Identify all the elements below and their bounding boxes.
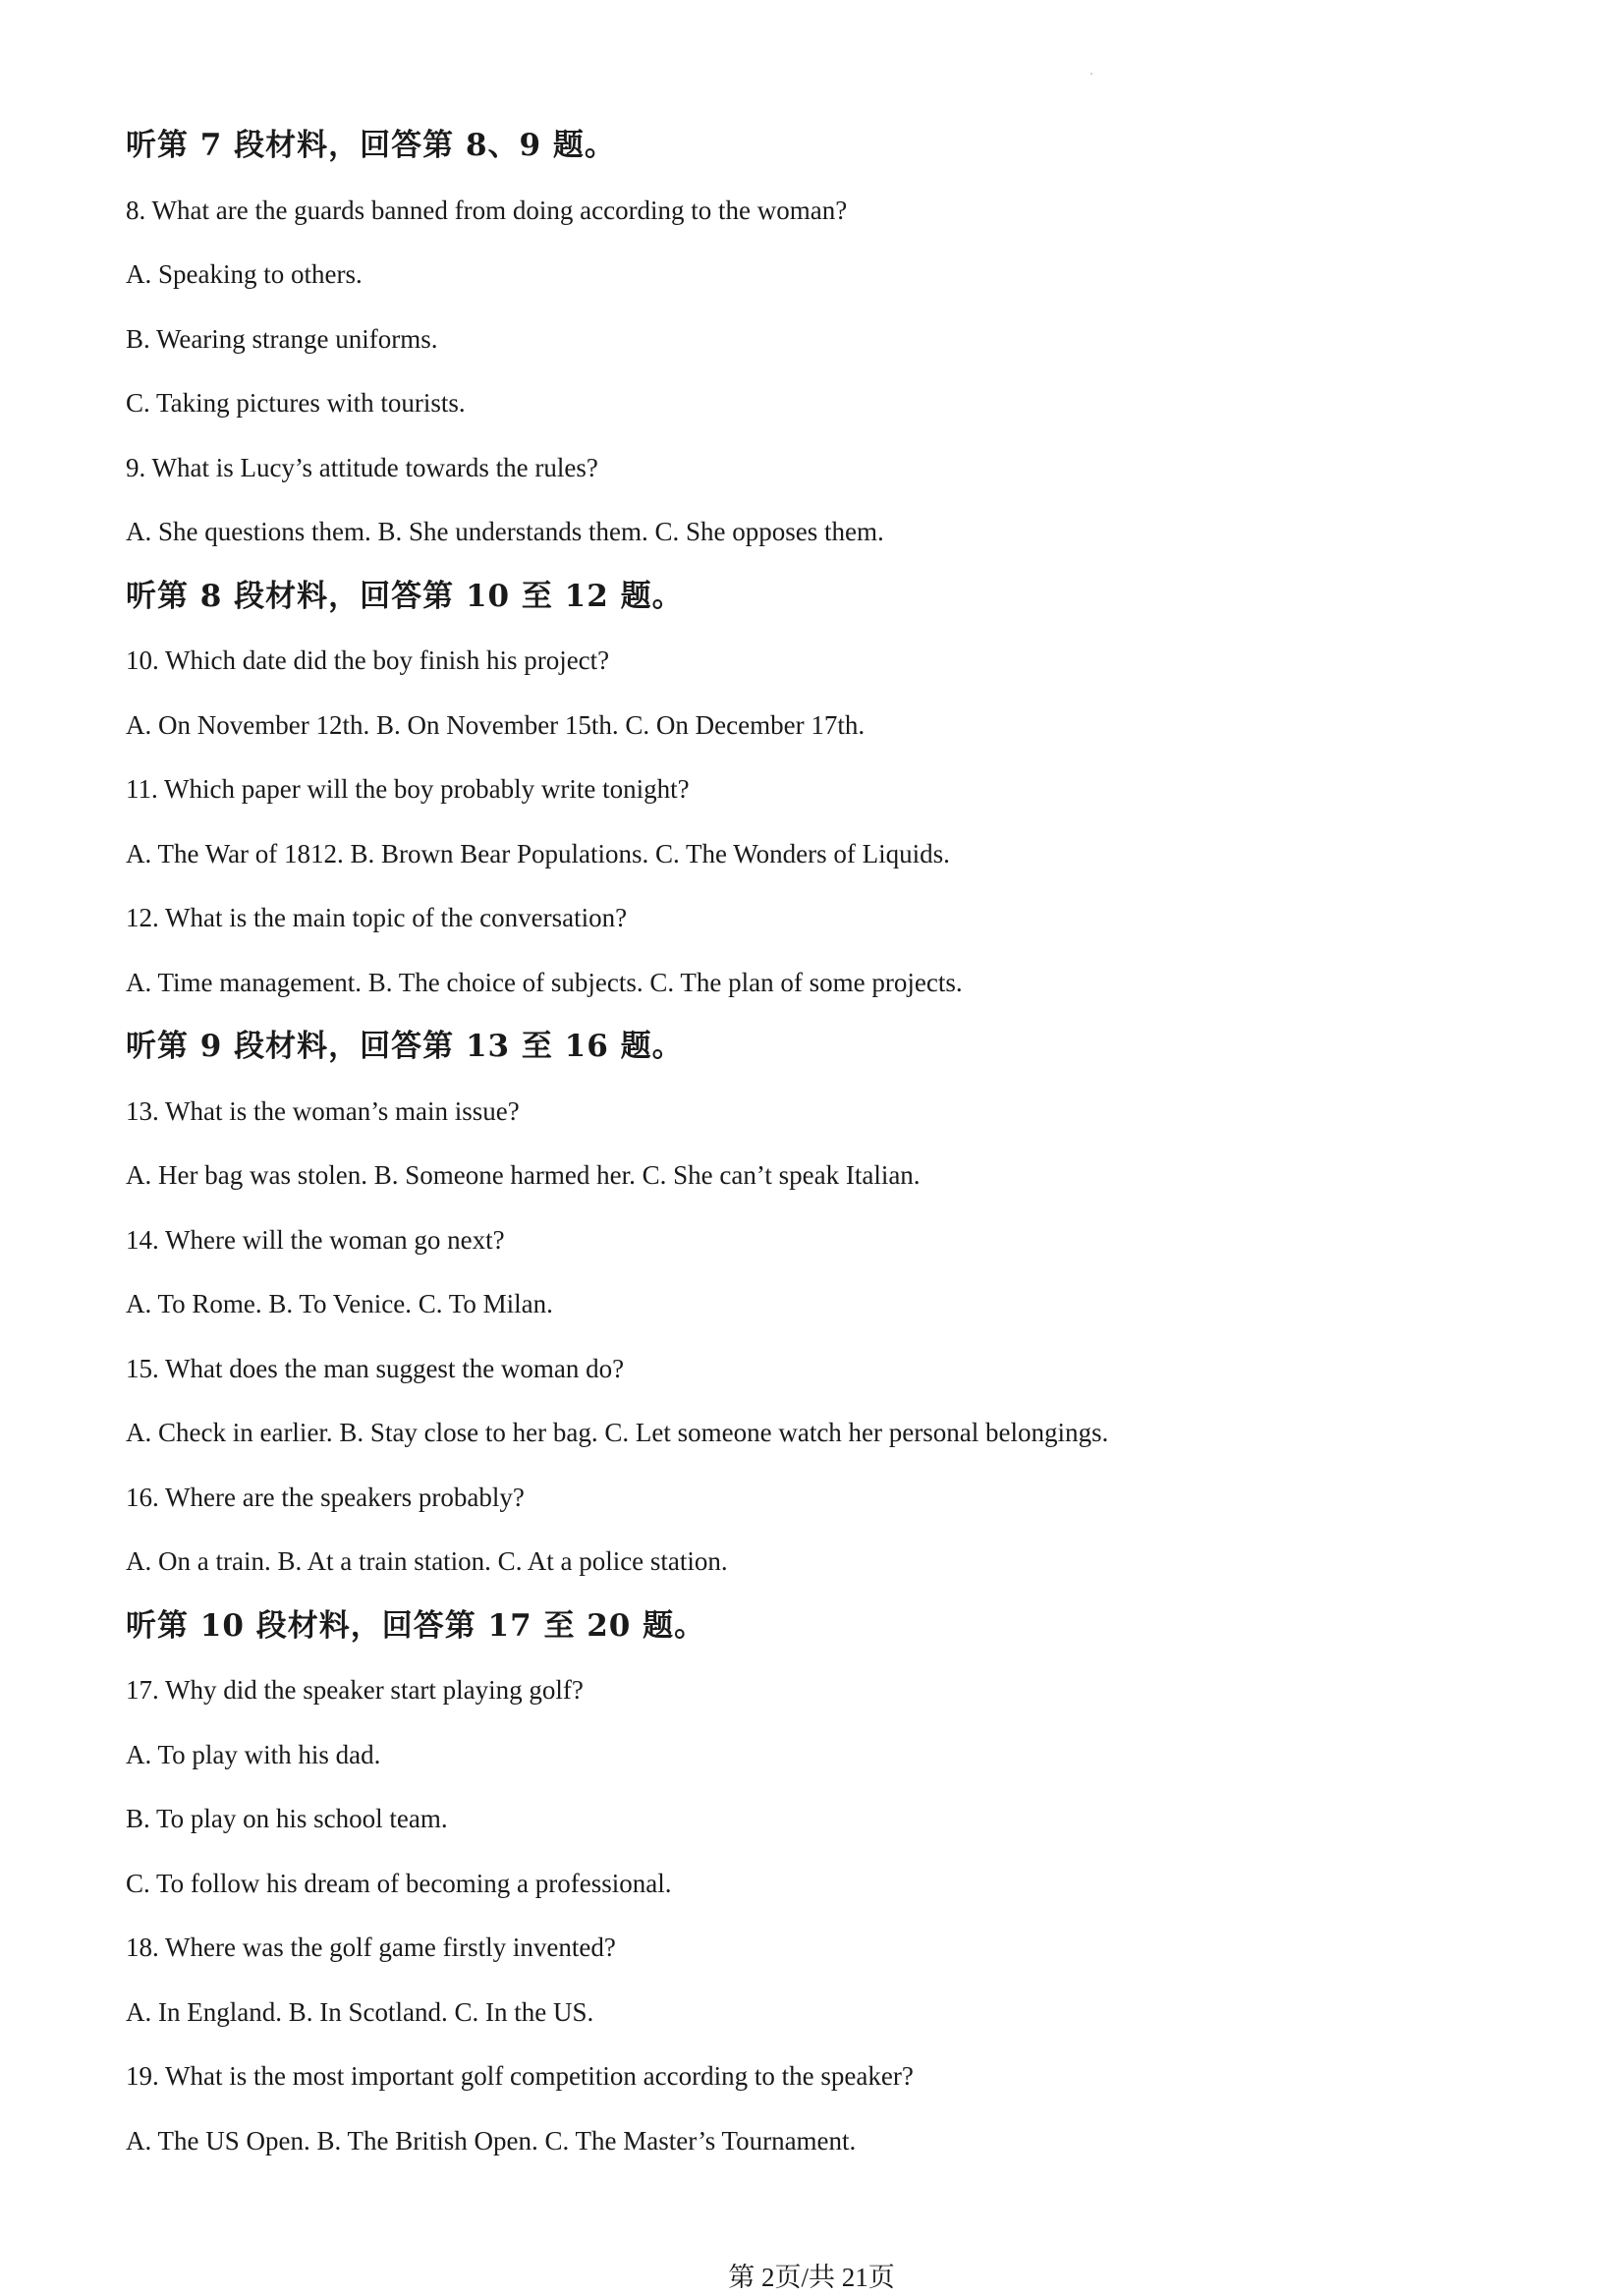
question-13: 13. What is the woman’s main issue? [126,1095,520,1126]
question-9: 9. What is Lucy’s attitude towards the rules? [126,452,598,482]
scan-speck [1091,73,1092,75]
question-14: 14. Where will the woman go next? [126,1224,505,1255]
document-body [126,128,1501,2187]
section-heading: 听第 7 段材料，回答第 8、9 题。 [126,128,616,163]
question-11: 11. Which paper will the boy probably write tonight? [126,774,690,804]
option-line: B. To play on his school team. [126,1804,448,1833]
option-line: C. To follow his dream of becoming a professional. [126,1868,672,1898]
section-heading: 听第 8 段材料，回答第 10 至 12 题。 [126,578,684,614]
question-16: 16. Where are the speakers probably? [126,1482,525,1512]
option-line: B. Wearing strange uniforms. [126,323,438,354]
question-12: 12. What is the main topic of the conversation? [126,903,628,932]
option-line: A. Speaking to others. [126,259,363,289]
option-line: A. The US Open. B. The British Open. C. The Master’s Tournament. [126,2125,857,2156]
option-line: C. Taking pictures with tourists. [126,388,466,418]
page-footer: 第 2页/共 21页 [728,2263,895,2292]
section-heading: 听第 9 段材料，回答第 13 至 16 题。 [126,1029,684,1064]
section-heading: 听第 10 段材料，回答第 17 至 20 题。 [126,1607,706,1644]
option-line: A. The War of 1812. B. Brown Bear Populations. C. The Wonders of Liquids. [126,838,950,868]
option-line: A. Time management. B. The choice of subjects. C. The plan of some projects. [126,967,963,997]
option-line: A. She questions them. B. She understands them. C. She opposes them. [126,517,884,546]
option-line: A. Her bag was stolen. B. Someone harmed her. C. She can’t speak Italian. [126,1160,921,1190]
option-line: A. On a train. B. At a train station. C. At a police station. [126,1546,728,1576]
question-8: 8. What are the guards banned from doing according to the woman? [126,195,848,225]
question-18: 18. Where was the golf game firstly invented? [126,1932,616,1962]
question-19: 19. What is the most important golf competition according to the speaker? [126,2061,914,2091]
question-17: 17. Why did the speaker start playing golf? [126,1675,584,1705]
option-line: A. In England. B. In Scotland. C. In the US. [126,1996,594,2027]
question-10: 10. Which date did the boy finish his project? [126,645,610,675]
option-line: A. On November 12th. B. On November 15th. C. On December 17th. [126,709,866,740]
option-line: A. To Rome. B. To Venice. C. To Milan. [126,1289,553,1318]
option-line: A. Check in earlier. B. Stay close to her bag. C. Let someone watch her personal belongings. [126,1418,1109,1447]
question-15: 15. What does the man suggest the woman do? [126,1353,625,1383]
option-line: A. To play with his dad. [126,1739,381,1769]
